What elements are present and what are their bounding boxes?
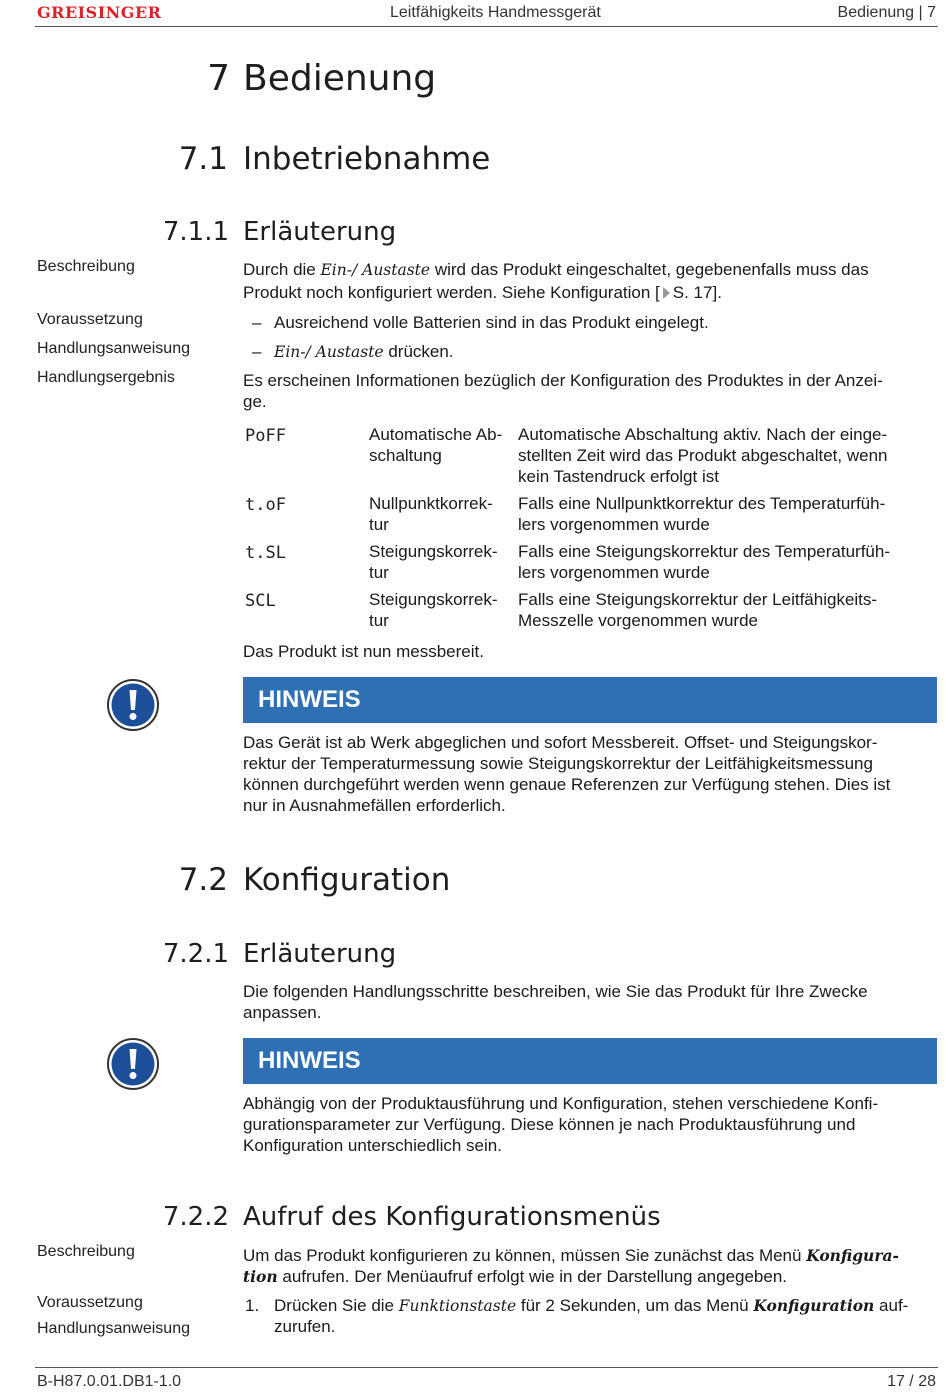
prereq-text: Ausreichend volle Batterien sind in das Produkt eingelegt. [274, 313, 709, 332]
label-beschreibung: Beschreibung [37, 258, 135, 275]
display-code: PoFF [245, 426, 286, 446]
step-text-line-1: Drücken Sie die Funktionstaste für 2 Sekunden, um das Menü Konfiguration auf- [274, 1296, 909, 1315]
chapter-title: Bedienung [243, 58, 437, 99]
subsection-title: Erläuterung [243, 217, 397, 247]
section-number: 7.2 [178, 862, 228, 898]
table-desc: Falls eine Steigungskorrektur des Temperaturfüh- lers vorgenommen wurde [518, 542, 890, 582]
key-on-off: Ein-/ Austaste [274, 343, 384, 361]
notice-title: HINWEIS [243, 1038, 937, 1084]
subsection-number: 7.2.1 [162, 939, 229, 969]
section-number: 7.1 [178, 141, 228, 177]
label-voraussetzung: Voraussetzung [37, 1294, 143, 1311]
display-code: t.SL [245, 543, 286, 563]
xref-arrow-icon [663, 287, 670, 299]
section-title: Inbetriebnahme [243, 141, 491, 177]
description-line-1: Durch die Ein-/ Austaste wird das Produkt eingeschaltet, gegebenenfalls muss das [243, 260, 869, 279]
body-text: Die folgenden Handlungsschritte beschreiben, wie Sie das Produkt für Ihre Zwecke anpassen. [243, 982, 868, 1022]
display-code: SCL [245, 591, 276, 611]
display-code: t.oF [245, 495, 286, 515]
header-section: Bedienung | 7 [837, 4, 936, 21]
footer-page-number: 17 / 28 [887, 1373, 936, 1390]
warning-icon [107, 679, 159, 731]
step-text-line-2: zurufen. [274, 1317, 336, 1336]
link-page[interactable]: S. 17 [672, 283, 713, 302]
key-function: Funktionstaste [398, 1297, 517, 1315]
menu-name: Konfigura- [806, 1246, 899, 1265]
subsection-title: Aufruf des Konfigurationsmenüs [243, 1202, 661, 1232]
label-beschreibung: Beschreibung [37, 1243, 135, 1260]
label-voraussetzung: Voraussetzung [37, 311, 143, 328]
instr-text: Ein-/ Austaste drücken. [274, 342, 454, 361]
instr-dash: – [252, 342, 262, 361]
link-konfiguration[interactable]: Konfiguration [550, 283, 651, 302]
header-rule [35, 26, 938, 27]
table-desc: Falls eine Steigungskorrektur der Leitfähigkeits- Messzelle vorgenommen wurde [518, 590, 878, 630]
table-name: Steigungskorrek- tur [369, 590, 498, 630]
subsection-number: 7.1.1 [162, 217, 229, 247]
notice-body: Abhängig von der Produktausführung und Konfiguration, stehen verschiedene Konfi- gurationsparameter zur Verfügung. Diese können je nach Produktausführung und Konfiguration unterschiedlich sein. [243, 1094, 879, 1155]
description-line-1: Um das Produkt konfigurieren zu können, müssen Sie zunächst das Menü Konfigura- [243, 1246, 899, 1265]
brand-logo: GREISINGER [37, 3, 162, 22]
description-line-2: Produkt noch konfiguriert werden. Siehe Konfiguration [ S. 17]. [243, 283, 722, 302]
table-name: Nullpunktkorrek- tur [369, 494, 493, 534]
menu-name: Konfiguration [753, 1296, 875, 1315]
table-desc: Falls eine Nullpunktkorrektur des Temperaturfüh- lers vorgenommen wurde [518, 494, 886, 534]
prereq-dash: – [252, 313, 262, 332]
label-handlungsergebnis: Handlungsergebnis [37, 369, 175, 386]
table-name: Steigungskorrek- tur [369, 542, 498, 582]
result-text: Es erscheinen Informationen bezüglich der Konfiguration des Produktes in der Anzei- ge. [243, 371, 883, 411]
footer-doc-id: B-H87.0.01.DB1-1.0 [37, 1373, 182, 1390]
table-name: Automatische Ab- schaltung [369, 425, 503, 465]
header-title: Leitfähigkeits Handmessgerät [390, 4, 601, 21]
ready-text: Das Produkt ist nun messbereit. [243, 642, 484, 661]
footer-rule [35, 1367, 938, 1368]
section-title: Konfiguration [243, 862, 451, 898]
label-handlungsanweisung: Handlungsanweisung [37, 1320, 190, 1337]
label-handlungsanweisung: Handlungsanweisung [37, 340, 190, 357]
menu-name: tion [243, 1267, 278, 1286]
chapter-number: 7 [207, 58, 230, 99]
notice-body: Das Gerät ist ab Werk abgeglichen und sofort Messbereit. Offset- und Steigungskor- rektur der Temperaturmessung sowie Steigungskorrektur der Leitfähigkeitsmessung können durchgeführt werden wenn genaue Referenzen zur Verfügung stehen. Dies ist nur in Ausnahmefällen erforderlich. [243, 733, 891, 815]
subsection-title: Erläuterung [243, 939, 397, 969]
config-table [243, 424, 933, 634]
key-on-off: Ein-/ Austaste [320, 261, 431, 279]
subsection-number: 7.2.2 [162, 1202, 229, 1232]
table-desc: Automatische Abschaltung aktiv. Nach der einge- stellten Zeit wird das Produkt abgeschaltet, wenn kein Tastendruck erfolgt ist [518, 425, 888, 486]
notice-title: HINWEIS [243, 677, 937, 723]
warning-icon [107, 1038, 159, 1090]
description-line-2: tion aufrufen. Der Menüaufruf erfolgt wie in der Darstellung angegeben. [243, 1267, 788, 1286]
step-number: 1. [245, 1296, 260, 1315]
